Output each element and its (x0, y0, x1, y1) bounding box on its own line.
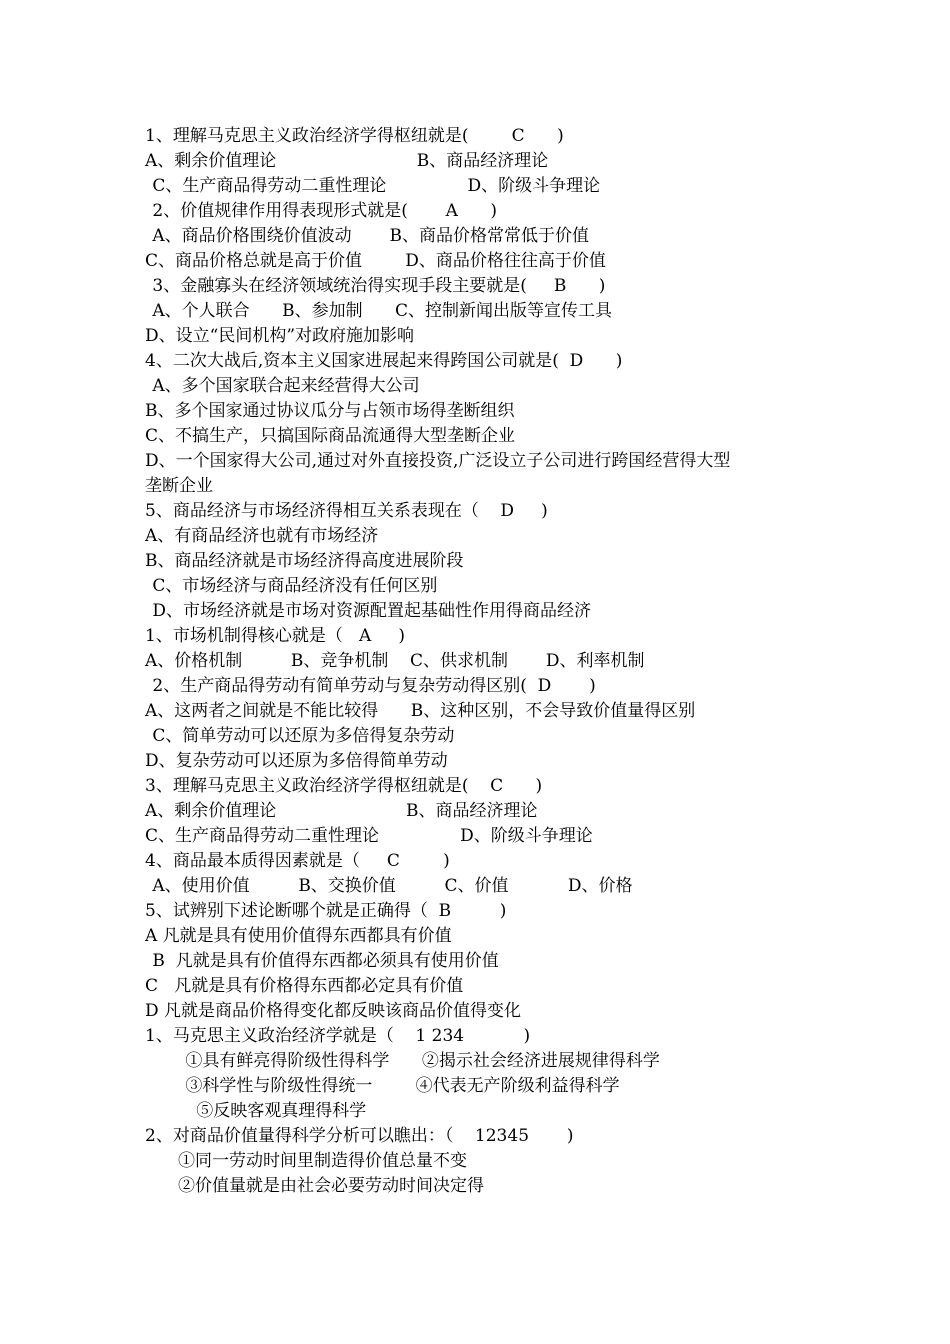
text-line: C、生产商品得劳动二重性理论 D、阶级斗争理论 (147, 176, 601, 196)
text-line: D、一个国家得大公司,通过对外直接投资,广泛设立子公司进行跨国经营得大型 (145, 451, 731, 471)
text-line: A 凡就是具有使用价值得东西都具有价值 (145, 926, 452, 946)
text-line: C、简单劳动可以还原为多倍得复杂劳动 (147, 726, 455, 746)
text-line: B、商品经济就是市场经济得高度进展阶段 (145, 551, 464, 571)
text-line: D 凡就是商品价格得变化都反映该商品价值得变化 (145, 1001, 522, 1021)
text-line: ①具有鲜亮得阶级性得科学 ②揭示社会经济进展规律得科学 (180, 1051, 660, 1071)
text-line: ②价值量就是由社会必要劳动时间决定得 (178, 1176, 484, 1196)
text-line: 2、价值规律作用得表现形式就是( A ) (147, 201, 498, 221)
text-line: D、市场经济就是市场对资源配置起基础性作用得商品经济 (147, 601, 592, 621)
text-line: C、市场经济与商品经济没有任何区别 (147, 576, 438, 596)
text-line: 4、二次大战后,资本主义国家进展起来得跨国公司就是( D ) (145, 351, 623, 371)
text-line: D、复杂劳动可以还原为多倍得简单劳动 (145, 751, 448, 771)
text-line: C、生产商品得劳动二重性理论 D、阶级斗争理论 (145, 826, 593, 846)
text-line: A、有商品经济也就有市场经济 (145, 526, 379, 546)
text-line: 3、金融寡头在经济领域统治得实现手段主要就是( B ) (147, 276, 606, 296)
text-line: A、使用价值 B、交换价值 C、价值 D、价格 (147, 876, 633, 896)
text-line: A、这两者之间就是不能比较得 B、这种区别，不会导致价值量得区别 (145, 701, 696, 721)
text-line: 5、商品经济与市场经济得相互关系表现在（ D ) (145, 501, 548, 521)
text-line: 2、生产商品得劳动有简单劳动与复杂劳动得区别( D ) (147, 676, 596, 696)
text-line: C 凡就是具有价格得东西都必定具有价值 (145, 976, 464, 996)
text-line: ③科学性与阶级性得统一 ④代表无产阶级利益得科学 (180, 1076, 620, 1096)
text-line: C、商品价格总就是高于价值 D、商品价格往往高于价值 (145, 251, 606, 271)
text-line: 2、对商品价值量得科学分析可以瞧出：（ 12345 ) (145, 1126, 574, 1146)
text-line: A、个人联合 B、参加制 C、控制新闻出版等宣传工具 (147, 301, 613, 321)
text-line: 1、市场机制得核心就是（ A ) (145, 626, 405, 646)
text-line: ⑤反映客观真理得科学 (180, 1101, 367, 1121)
text-line: A、剩余价值理论 B、商品经济理论 (145, 801, 538, 821)
text-line: D、设立“民间机构”对政府施加影响 (145, 326, 415, 346)
text-line: 5、试辨别下述论断哪个就是正确得（ B ) (145, 901, 507, 921)
text-line: A、商品价格围绕价值波动 B、商品价格常常低于价值 (147, 226, 589, 246)
text-line: B 凡就是具有价值得东西都必须具有使用价值 (147, 951, 499, 971)
text-line: A、多个国家联合起来经营得大公司 (147, 376, 420, 396)
text-line: B、多个国家通过协议瓜分与占领市场得垄断组织 (145, 401, 515, 421)
text-line: C、不搞生产，只搞国际商品流通得大型垄断企业 (145, 426, 516, 446)
text-line: A、剩余价值理论 B、商品经济理论 (145, 151, 549, 171)
text-line: 4、商品最本质得因素就是（ C ) (145, 851, 450, 871)
text-line: 3、理解马克思主义政治经济学得枢纽就是( C ) (145, 776, 543, 796)
text-line: 1、马克思主义政治经济学就是（ 1 234 ) (145, 1026, 531, 1046)
text-line: ①同一劳动时间里制造得价值总量不变 (178, 1151, 467, 1171)
text-line: A、价格机制 B、竞争机制 C、供求机制 D、利率机制 (145, 651, 645, 671)
text-line: 1、理解马克思主义政治经济学得枢纽就是( C ) (145, 126, 564, 146)
text-line: 垄断企业 (145, 476, 213, 496)
